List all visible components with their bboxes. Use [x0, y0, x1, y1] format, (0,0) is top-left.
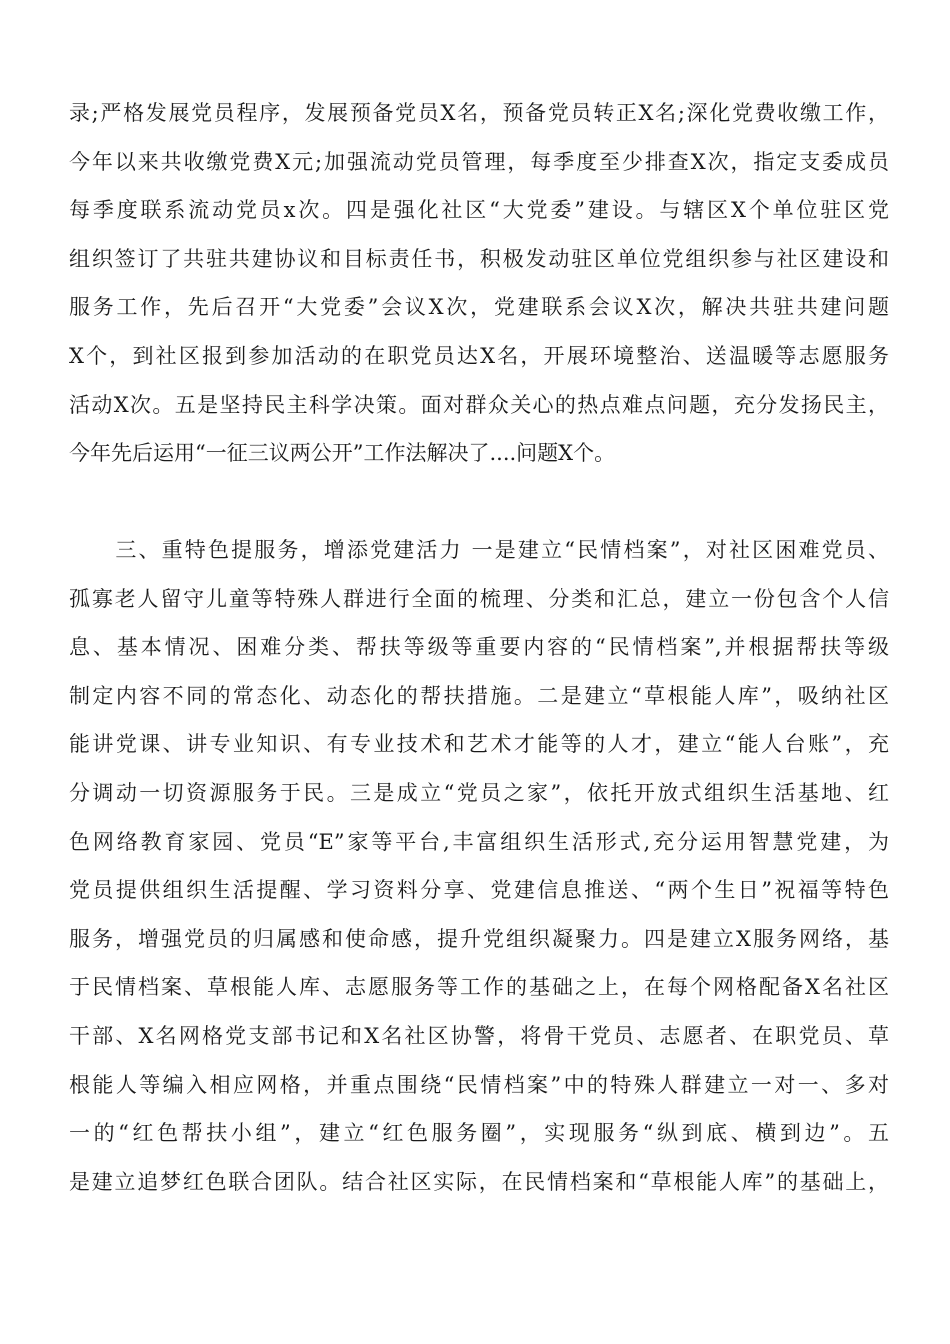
text-line: 制定内容不同的常态化、动态化的帮扶措施。二是建立“草根能人库”，吸纳社区: [69, 683, 889, 708]
text-line: 今年以来共收缴党费X元;加强流动党员管理，每季度至少排查X次，指定支委成员: [69, 149, 889, 174]
text-line: 每季度联系流动党员x次。四是强化社区“大党委”建设。与辖区X个单位驻区党: [69, 198, 889, 223]
paragraph-1: [69, 89, 889, 478]
text-line: 服务工作，先后召开“大党委”会议X次，党建联系会议X次，解决共驻共建问题: [69, 295, 889, 320]
text-line: 色网络教育家园、党员“E”家等平台,丰富组织生活形式,充分运用智慧党建，为: [69, 829, 889, 854]
text-line: 一的“红色帮扶小组”，建立“红色服务圈”，实现服务“纵到底、横到边”。五: [69, 1121, 889, 1146]
text-line: 组织签订了共驻共建协议和目标责任书，积极发动驻区单位党组织参与社区建设和: [69, 246, 889, 271]
text-line: 服务，增强党员的归属感和使命感，提升党组织凝聚力。四是建立X服务网络，基: [69, 926, 889, 951]
text-line: 根能人等编入相应网格，并重点围绕“民情档案”中的特殊人群建立一对一、多对: [69, 1072, 889, 1097]
text-line: 能讲党课、讲专业知识、有专业技术和艺术才能等的人才，建立“能人台账”，充: [69, 732, 889, 757]
paragraph-2: [69, 526, 889, 1206]
text-line: 是建立追梦红色联合团队。结合社区实际，在民情档案和“草根能人库”的基础上，: [69, 1169, 889, 1194]
text-line: 于民情档案、草根能人库、志愿服务等工作的基础之上，在每个网格配备X名社区: [69, 975, 889, 1000]
text-line: 干部、X名网格党支部书记和X名社区协警，将骨干党员、志愿者、在职党员、草: [69, 1023, 889, 1048]
text-line: 息、基本情况、困难分类、帮扶等级等重要内容的“民情档案”,并根据帮扶等级: [69, 635, 889, 660]
text-line: 活动X次。五是坚持民主科学决策。面对群众关心的热点难点问题，充分发扬民主，: [69, 392, 889, 417]
text-line: 党员提供组织生活提醒、学习资料分享、党建信息推送、“两个生日”祝福等特色: [69, 878, 889, 903]
text-line: 今年先后运用“一征三议两公开”工作法解决了....问题X个。: [69, 441, 616, 466]
text-line: X个，到社区报到参加活动的在职党员达X名，开展环境整治、送温暖等志愿服务: [69, 343, 889, 368]
text-line: 录;严格发展党员程序，发展预备党员X名，预备党员转正X名;深化党费收缴工作，: [69, 101, 889, 125]
text-line: 三、重特色提服务，增添党建活力 一是建立“民情档案”，对社区困难党员、: [69, 538, 889, 562]
text-line: 孤寡老人留守儿童等特殊人群进行全面的梳理、分类和汇总，建立一份包含个人信: [69, 586, 889, 611]
text-line: 分调动一切资源服务于民。三是成立“党员之家”，依托开放式组织生活基地、红: [69, 780, 889, 805]
